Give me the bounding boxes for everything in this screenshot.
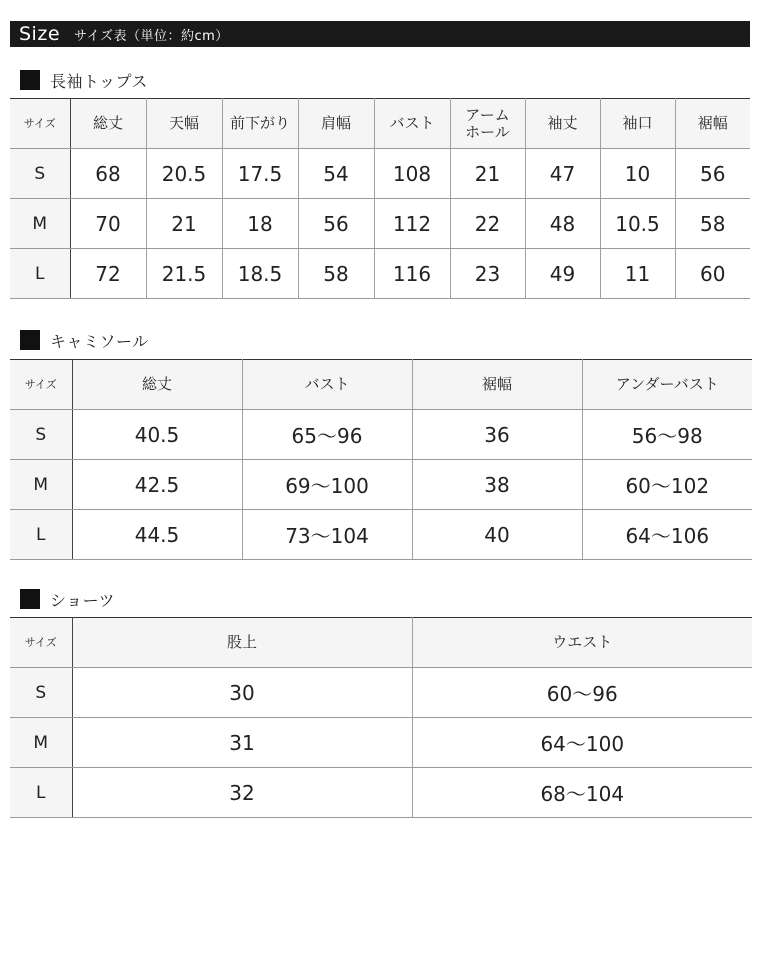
table-cell: 21.5 [146,249,222,299]
size-cell: S [10,668,72,718]
table-cell: 42.5 [72,460,242,510]
column-header: 裾幅 [675,99,750,149]
size-cell: M [10,718,72,768]
size-table-shorts [10,617,752,818]
column-header: ウエスト [412,618,752,668]
section-title-camisole [20,329,149,351]
table-header-row [10,618,752,668]
size-cell: M [10,199,70,249]
column-header: 股上 [72,618,412,668]
size-header-bar [10,21,750,47]
table-header-row [10,360,752,410]
table-row [10,768,752,818]
table-cell: 21 [146,199,222,249]
table-row [10,718,752,768]
column-header: サイズ [10,618,72,668]
table-cell: 68 [70,149,146,199]
size-header-subtitle: サイズ表（単位：約cm） [74,28,229,44]
size-cell: L [10,249,70,299]
size-cell: L [10,768,72,818]
table-cell: 73〜104 [242,510,412,560]
table-cell: 40.5 [72,410,242,460]
table-cell: 56 [675,149,750,199]
table-cell: 30 [72,668,412,718]
column-header: バスト [374,99,450,149]
table-cell: 20.5 [146,149,222,199]
table-cell: 17.5 [222,149,298,199]
table-cell: 11 [600,249,675,299]
table-cell: 40 [412,510,582,560]
column-header: 総丈 [70,99,146,149]
table-cell: 68〜104 [412,768,752,818]
column-header: 総丈 [72,360,242,410]
size-cell: S [10,149,70,199]
column-header: アーム ホール [450,99,525,149]
column-header: 袖丈 [525,99,600,149]
table-cell: 47 [525,149,600,199]
table-cell: 65〜96 [242,410,412,460]
table-cell: 58 [675,199,750,249]
table-cell: 72 [70,249,146,299]
table-row [10,199,750,249]
size-cell: L [10,510,72,560]
section-label: キャミソール [50,331,149,351]
column-header: 裾幅 [412,360,582,410]
table-row [10,149,750,199]
table-header-row [10,99,750,149]
table-cell: 60 [675,249,750,299]
table-cell: 21 [450,149,525,199]
size-cell: S [10,410,72,460]
table-row [10,249,750,299]
column-header: サイズ [10,99,70,149]
table-cell: 60〜96 [412,668,752,718]
table-cell: 70 [70,199,146,249]
table-cell: 56 [298,199,374,249]
table-cell: 54 [298,149,374,199]
table-cell: 60〜102 [582,460,752,510]
column-header: 肩幅 [298,99,374,149]
table-row [10,510,752,560]
table-cell: 44.5 [72,510,242,560]
section-title-shorts [20,588,115,610]
table-cell: 64〜100 [412,718,752,768]
column-header: バスト [242,360,412,410]
table-cell: 23 [450,249,525,299]
table-cell: 112 [374,199,450,249]
table-cell: 49 [525,249,600,299]
table-cell: 64〜106 [582,510,752,560]
section-label: 長袖トップス [50,71,148,91]
table-cell: 58 [298,249,374,299]
table-cell: 116 [374,249,450,299]
table-cell: 36 [412,410,582,460]
table-cell: 18 [222,199,298,249]
table-cell: 18.5 [222,249,298,299]
table-cell: 10.5 [600,199,675,249]
size-cell: M [10,460,72,510]
table-cell: 31 [72,718,412,768]
table-cell: 69〜100 [242,460,412,510]
column-header: 天幅 [146,99,222,149]
table-cell: 38 [412,460,582,510]
section-label: ショーツ [50,590,116,610]
column-header: 前下がり [222,99,298,149]
section-square-icon [20,589,40,609]
table-cell: 10 [600,149,675,199]
size-table-long-sleeve [10,98,750,299]
column-header: アンダーバスト [582,360,752,410]
table-row [10,460,752,510]
table-cell: 56〜98 [582,410,752,460]
section-title-long-sleeve [20,69,148,91]
table-row [10,410,752,460]
table-cell: 22 [450,199,525,249]
size-table-camisole [10,359,752,560]
column-header: サイズ [10,360,72,410]
table-cell: 108 [374,149,450,199]
column-header: 袖口 [600,99,675,149]
section-square-icon [20,70,40,90]
table-row [10,668,752,718]
table-cell: 48 [525,199,600,249]
size-header-title: Size [19,23,61,45]
section-square-icon [20,330,40,350]
table-cell: 32 [72,768,412,818]
